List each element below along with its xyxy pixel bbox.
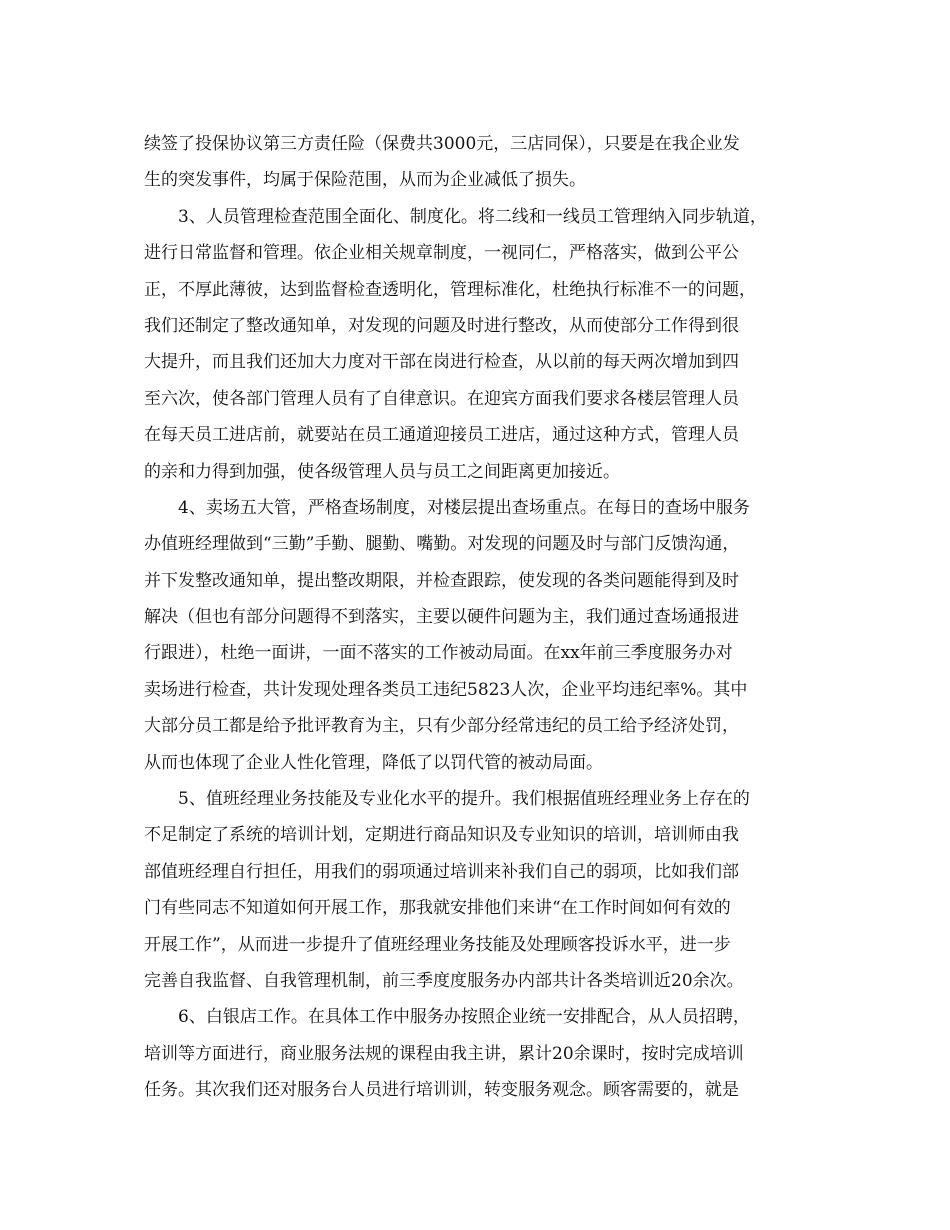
text-line: 生的突发事件，均属于保险范围，从而为企业减低了损失。 xyxy=(144,170,586,191)
text-line: 进行日常监督和管理。依企业相关规章制度，一视同仁，严格落实，做到公平公 xyxy=(144,243,739,264)
text-line: 续签了投保协议第三方责任险（保费共3000元，三店同保），只要是在我企业发 xyxy=(144,134,740,154)
text-line: 部值班经理自行担任，用我们的弱项通过培训来补我们自己的弱项，比如我们部 xyxy=(144,861,739,882)
text-line: 门有些同志不知道如何开展工作，那我就安排他们来讲“在工作时间如何有效的 xyxy=(144,898,731,919)
text-line: 6、白银店工作。在具体工作中服务办按照企业统一安排配合，从人员招聘， xyxy=(144,1007,750,1028)
text-line: 至六次，使各部门管理人员有了自律意识。在迎宾方面我们要求各楼层管理人员 xyxy=(144,388,739,409)
text-line: 5、值班经理业务技能及专业化水平的提升。我们根据值班经理业务上存在的 xyxy=(144,789,750,810)
text-line: 4、卖场五大管，严格查场制度，对楼层提出查场重点。在每日的查场中服务 xyxy=(144,497,750,518)
text-line: 我们还制定了整改通知单，对发现的问题及时进行整改，从而使部分工作得到很 xyxy=(144,315,739,336)
body-text xyxy=(144,126,808,1109)
text-line: 的亲和力得到加强，使各级管理人员与员工之间距离更加接近。 xyxy=(144,461,620,482)
text-line: 开展工作”，从而进一步提升了值班经理业务技能及处理顾客投诉水平，进一步 xyxy=(144,934,731,955)
text-line: 大提升，而且我们还加大力度对干部在岗进行检查，从以前的每天两次增加到四 xyxy=(144,352,739,373)
text-line: 培训等方面进行，商业服务法规的课程由我主讲，累计20余课时，按时完成培训 xyxy=(144,1043,744,1064)
text-line: 3、人员管理检查范围全面化、制度化。将二线和一线员工管理纳入同步轨道， xyxy=(144,206,767,227)
text-line: 大部分员工都是给予批评教育为主，只有少部分经常违纪的员工给予经济处罚， xyxy=(144,716,739,737)
text-line: 办值班经理做到“三勤”手勤、腿勤、嘴勤。对发现的问题及时与部门反馈沟通， xyxy=(144,534,740,555)
text-line: 任务。其次我们还对服务台人员进行培训训，转变服务观念。顾客需要的，就是 xyxy=(144,1080,739,1101)
text-line: 不足制定了系统的培训计划，定期进行商品知识及专业知识的培训，培训师由我 xyxy=(144,825,739,846)
text-line: 从而也体现了企业人性化管理，降低了以罚代管的被动局面。 xyxy=(144,752,603,773)
text-line: 解决（但也有部分问题得不到落实，主要以硬件问题为主，我们通过查场通报进 xyxy=(144,607,739,628)
text-line: 正，不厚此薄彼，达到监督检查透明化，管理标准化，杜绝执行标准不一的问题， xyxy=(144,279,756,300)
text-line: 并下发整改通知单，提出整改期限，并检查跟踪，使发现的各类问题能得到及时 xyxy=(144,570,739,591)
text-line: 行跟进），杜绝一面讲，一面不落实的工作被动局面。在xx年前三季度服务办对 xyxy=(144,643,733,664)
text-line: 完善自我监督、自我管理机制，前三季度度服务办内部共计各类培训近20余次。 xyxy=(144,970,744,991)
text-line: 在每天员工进店前，就要站在员工通道迎接员工进店，通过这种方式，管理人员 xyxy=(144,425,739,446)
text-line: 卖场进行检查，共计发现处理各类员工违纪5823人次，企业平均违纪率%。其中 xyxy=(144,679,748,700)
